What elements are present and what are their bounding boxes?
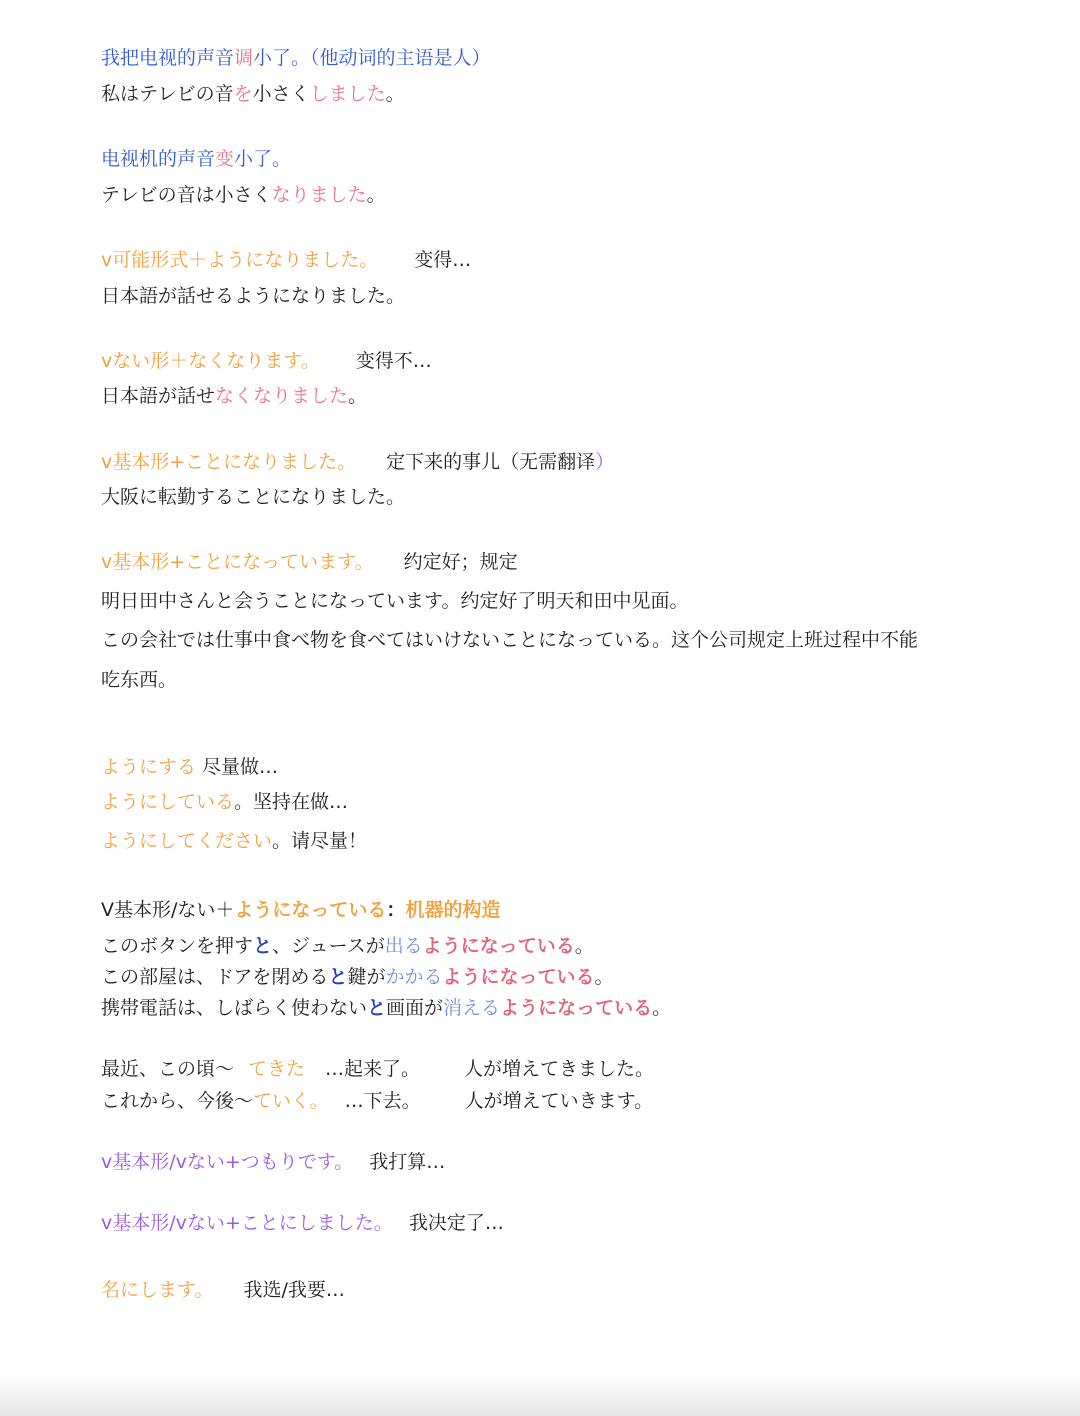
b9-l2-example: 人が増えていきます。 [464,1090,654,1112]
b2-zh-verb: 变 [215,148,235,170]
b9-line-2 [101,1089,653,1113]
b8-e2-pattern: ようになっている [442,966,595,988]
b7-pattern-1: ようにする [101,756,197,778]
b2-japanese-line [101,183,386,207]
b4-meaning: 变得不… [355,350,432,372]
b6-ex1-text: 明日田中さんと会うことになっています。约定好了明天和田中见面。 [101,590,689,612]
b8-e3-verb: 消える [443,997,501,1019]
b2-ja-end: 。 [366,184,386,206]
b1-zh-part: 小了。 [253,47,311,69]
b4-pattern-line [101,349,432,373]
b8-heading [101,898,500,922]
b8-head-colon: ： [386,899,406,921]
b2-chinese-line [101,147,291,171]
b8-e3-part: 携帯電話は、しばらく使わない [101,997,368,1019]
b8-e3-pattern: ようになっている [500,997,653,1019]
b11-pattern-line [101,1211,504,1235]
b3-meaning: 变得… [414,249,472,271]
b6-example-1 [101,589,688,613]
b8-e3-part: 画面が [386,997,444,1019]
b1-ja-part: 私はテレビの音 [101,83,234,105]
b1-ja-verb: しました [309,83,386,105]
b3-example [101,284,405,308]
b12-meaning: 我选/我要… [243,1279,345,1301]
b8-e1-part: このボタンを押す [101,935,254,957]
b6-ex2-text: この会社では仕事中食べ物を食べてはいけないことになっている。这个公司规定上班过程中不能 [101,629,919,651]
b7-line-2 [101,790,348,814]
b9-l1-example: 人が増えてきました。 [464,1058,655,1080]
b7-line-3 [101,829,367,853]
b5-pattern-line [101,450,614,474]
b8-example-2 [101,965,614,989]
b6-pattern-line [101,550,518,574]
b4-ex-part: 日本語が話せ [101,385,216,407]
b6-pattern: v基本形+ことになっています。 [101,551,374,573]
b1-ja-part: 小さく [252,83,310,105]
b4-ex-end: 。 [348,385,368,407]
b1-chinese-line [101,46,491,70]
b6-meaning: 约定好；规定 [403,551,518,573]
bottom-shadow [0,1376,1080,1416]
b9-l1-context: 最近、この頃～ [101,1058,235,1080]
b1-zh-part: 我把电视的声音 [101,47,235,69]
b10-pattern: v基本形/vない+つもりです。 [101,1151,354,1173]
b6-ex2-cont-text: 吃东西。 [101,669,178,691]
b4-example [101,384,367,408]
b8-example-3 [101,996,671,1020]
b1-zh-verb: 调 [234,47,254,69]
b3-pattern-line [101,248,471,272]
b5-pattern: v基本形+ことになりました。 [101,451,357,473]
b7-pattern-3: ようにしてください [101,830,273,852]
b11-meaning: 我决定了… [408,1212,504,1234]
b2-zh-part: 小了。 [234,148,292,170]
b7-pattern-2: ようにしている [101,791,235,813]
b9-l2-dot: 。 [309,1090,329,1112]
b2-ja-verb: なりました [271,184,367,206]
b1-ja-particle: を [233,83,253,105]
b9-l2-context: これから、今後～ [101,1090,254,1112]
b9-l2-meaning: …下去。 [344,1090,421,1112]
b2-zh-part: 电视机的声音 [101,148,216,170]
b8-e2-verb: かかる [385,966,443,988]
b4-ex-highlight: なくなりました [215,385,349,407]
b9-l1-meaning: …起来了。 [325,1058,421,1080]
b1-zh-note: （他动词的主语是人） [310,47,491,69]
b7-meaning-3: 。请尽量！ [272,830,368,852]
b8-e2-to: と [328,966,348,988]
b10-pattern-line [101,1150,445,1174]
b8-e1-end: 。 [574,935,594,957]
b8-e2-part: 鍵が [347,966,386,988]
b8-e2-end: 。 [594,966,614,988]
b5-example-text: 大阪に転勤することになりました。 [101,486,406,508]
b9-l2-pattern: ていく [253,1090,310,1112]
b7-meaning-1: 尽量做… [196,756,279,778]
b5-meaning: 定下来的事儿（无需翻译 [386,451,596,473]
b10-meaning: 我打算… [369,1151,446,1173]
b4-pattern: vない形＋なくなります。 [101,350,320,372]
b8-e3-end: 。 [652,997,672,1019]
b8-e3-to: と [367,997,387,1019]
b6-example-2-cont [101,668,177,692]
b12-pattern: 名にします。 [101,1279,214,1301]
b8-e2-part: この部屋は、ドアを閉める [101,966,329,988]
b8-e1-to: と [253,935,273,957]
b8-head-meaning: 机器的构造 [405,899,501,921]
b1-ja-end: 。 [385,83,405,105]
b6-example-2 [101,628,918,652]
b8-e1-verb: 出る [384,935,423,957]
b12-pattern-line [101,1278,345,1302]
b3-pattern: v可能形式＋ようになりました。 [101,249,379,271]
b8-head-part: V基本形/ない＋ [101,899,235,921]
b9-line-1 [101,1057,654,1081]
b11-pattern: v基本形/vない+ことにしました。 [101,1212,393,1234]
b3-example-text: 日本語が話せるようになりました。 [101,285,406,307]
b8-e1-part: 、ジュースが [272,935,385,957]
b5-meaning-paren: ） [595,451,615,473]
b8-head-pattern: ようになっている [234,899,387,921]
b8-example-1 [101,934,594,958]
b7-meaning-2: 。坚持在做… [234,791,349,813]
b8-e1-pattern: ようになっている [422,935,575,957]
b5-example [101,485,405,509]
b1-japanese-line [101,82,405,106]
b9-l1-pattern: てきた [248,1058,306,1080]
b2-ja-part: テレビの音は小さく [101,184,272,206]
b7-line-1 [101,755,278,779]
